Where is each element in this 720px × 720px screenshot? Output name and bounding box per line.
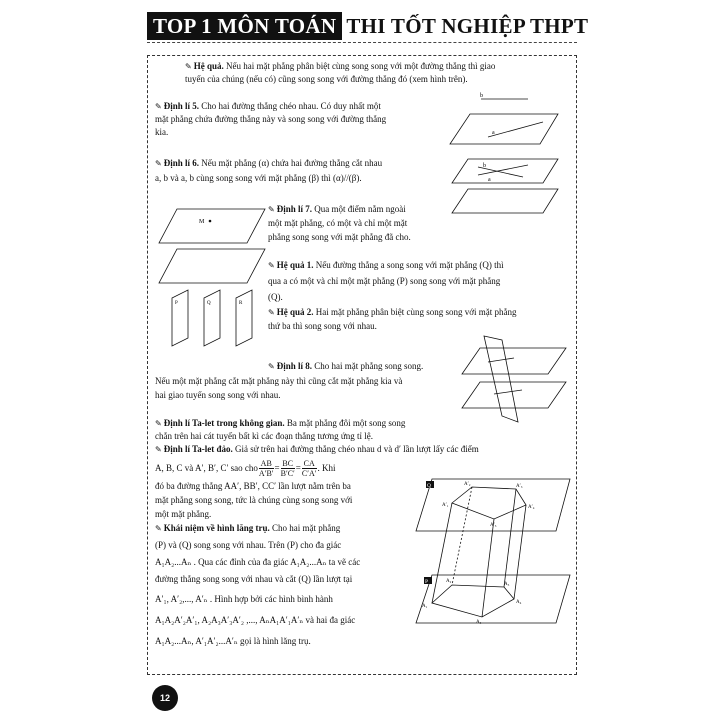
figure-prism <box>412 475 572 625</box>
label-a4: A₄ <box>516 600 522 605</box>
ta-let-dao: ✎ Định lí Ta-let đảo. Giả sử trên hai đường thẳng chéo nhau d và d′ lần lượt lấy các điểm <box>155 444 479 454</box>
he-qua-intro: ✎ Hệ quả. Nếu hai mặt phẳng phân biệt cùng song song với một đường thẳng thì giao <box>185 61 496 71</box>
dinh-li-8-line3: hai giao tuyến song song với nhau. <box>155 390 281 400</box>
figure-plane-lines-1 <box>448 92 566 154</box>
lang-tru-line4: đường thẳng song song với nhau và cắt (Q) lần lượt tại <box>155 574 353 584</box>
lang-tru-line2: (P) và (Q) song song với nhau. Trên (P) cho đa giác <box>155 540 342 550</box>
dinh-li-7-line2: một mặt phẳng, có một và chỉ một mặt <box>268 218 408 228</box>
label-a3-prime: A′₃ <box>516 484 523 489</box>
pencil-icon: ✎ <box>268 308 275 317</box>
dinh-li-5: ✎ Định lí 5. Cho hai đường thẳng chéo nhau. Có duy nhất một <box>155 101 381 111</box>
dinh-li-6: ✎ Định lí 6. Nếu mặt phẳng (α) chứa hai đường thẳng cắt nhau <box>155 158 383 168</box>
dinh-li-6-line2: a, b và a, b cùng song song với mặt phẳng (β) thì (α)//(β). <box>155 173 362 183</box>
lang-tru-line5: A′₁, A′₂,..., A′ₙ . Hình hợp bởi các hình bình hành <box>155 594 333 604</box>
lang-tru: ✎ Khái niệm về hình lăng trụ. Cho hai mặt phẳng <box>155 523 341 533</box>
he-qua-1: ✎ Hệ quả 1. Nếu đường thẳng a song song với mặt phẳng (Q) thì <box>268 260 504 270</box>
label-b: b <box>483 163 486 169</box>
he-qua-1-line3: (Q). <box>268 292 283 302</box>
pencil-icon: ✎ <box>155 159 162 168</box>
label-p: P <box>175 301 178 306</box>
label-m: M <box>199 219 205 225</box>
pencil-icon: ✎ <box>155 419 162 428</box>
dinh-li-5-line2: mặt phẳng chứa đường thẳng này và song song với đường thẳng <box>155 114 387 124</box>
he-qua-2-line2: thứ ba thì song song với nhau. <box>268 321 377 331</box>
label-plane-p: P <box>425 579 429 585</box>
dinh-li-7: ✎ Định lí 7. Qua một điểm nằm ngoài <box>268 204 406 214</box>
figure-parallel-planes <box>448 155 566 217</box>
fraction-ab: $\frac{AB}{A'B'}$ <box>258 458 274 478</box>
pencil-icon: ✎ <box>155 445 162 454</box>
dinh-li-8-line2: Nếu một mặt phẳng cắt mặt phẳng này thì cũng cắt mặt phẳng kia và <box>155 376 403 386</box>
label-a1-prime: A′₁ <box>442 503 449 508</box>
pencil-icon: ✎ <box>268 362 275 371</box>
he-qua-2: ✎ Hệ quả 2. Hai mặt phẳng phân biệt cùng song song với mặt phẳng <box>268 307 517 317</box>
label-r: R <box>239 301 243 306</box>
he-qua-1-line2: qua a có một và chỉ một mặt phẳng (P) song song với mặt phẳng <box>268 276 501 286</box>
dinh-li-8: ✎ Định lí 8. Cho hai mặt phẳng song song. <box>268 361 424 371</box>
label-a3: A₃ <box>504 582 510 587</box>
pencil-icon: ✎ <box>268 261 275 270</box>
label-a2: A₂ <box>446 579 452 584</box>
fraction-ca: $\frac{CA}{C'A'}$ <box>301 458 317 478</box>
dinh-li-5-line3: kia. <box>155 127 169 137</box>
label-plane-q: Q <box>427 483 431 489</box>
fraction-bc: $\frac{BC}{B'C'}$ <box>280 458 295 478</box>
pencil-icon: ✎ <box>185 62 192 71</box>
header-title <box>147 12 588 40</box>
pencil-icon: ✎ <box>155 524 162 533</box>
lang-tru-line7: A₁A₂...Aₙ, A′₁A′₂...A′ₙ gọi là hình lăng trụ. <box>155 636 311 646</box>
figure-three-vertical-planes <box>160 288 270 356</box>
pencil-icon: ✎ <box>155 102 162 111</box>
label-a: a <box>492 130 495 136</box>
header-title-dark: TOP 1 MÔN TOÁN <box>147 12 342 40</box>
ta-let-dao-line5: một mặt phẳng. <box>155 509 212 519</box>
he-qua-intro-line2: tuyến của chúng (nếu có) cũng song song với đường thẳng đó (xem hình trên). <box>185 74 468 84</box>
figure-point-plane <box>155 205 267 285</box>
pencil-icon: ✎ <box>268 205 275 214</box>
label-a1: A₁ <box>422 604 428 609</box>
figure-plane-cuts-two-planes <box>458 332 568 424</box>
ta-let: ✎ Định lí Ta-let trong không gian. Ba mặt phẳng đôi một song song <box>155 418 406 428</box>
label-a4-prime: A′₄ <box>528 505 535 510</box>
header-divider <box>147 42 577 43</box>
label-a5: A₅ <box>476 620 482 625</box>
lang-tru-line3: A₁A₂...Aₙ . Qua các đỉnh của đa giác A₁A₂...Aₙ ta vẽ các <box>155 557 361 567</box>
page-number: 12 <box>152 685 178 711</box>
lang-tru-line6: A₁A₂A′₂A′₁, A₂A₃A′₃A′₂ ,..., AₙA₁A′₁A′ₙ và hai đa giác <box>155 615 356 625</box>
ta-let-line2: chắn trên hai cát tuyến bất kì các đoạn thẳng tương ứng tỉ lệ. <box>155 431 373 441</box>
dinh-li-7-line3: phẳng song song với mặt phẳng đã cho. <box>268 232 411 242</box>
label-a2-prime: A′₂ <box>464 482 471 487</box>
label-q: Q <box>207 301 211 306</box>
header-title-light: THI TỐT NGHIỆP THPT <box>346 13 589 38</box>
ta-let-dao-line3: đó ba đường thẳng AA′, BB′, CC′ lần lượt nằm trên ba <box>155 481 351 491</box>
label-b: b <box>480 93 483 99</box>
ta-let-dao-line2: A, B, C và A′, B′, C′ sao cho $\frac{AB}{A'B'}$ = $\frac{BC}{B'C'}$ = $\frac{CA}{C'A'}$ . Khi <box>155 458 336 478</box>
ta-let-dao-line4: mặt phẳng song song, tức là chúng cùng song song với <box>155 495 353 505</box>
label-a: a <box>488 177 491 183</box>
label-a5-prime: A′₅ <box>490 523 497 528</box>
